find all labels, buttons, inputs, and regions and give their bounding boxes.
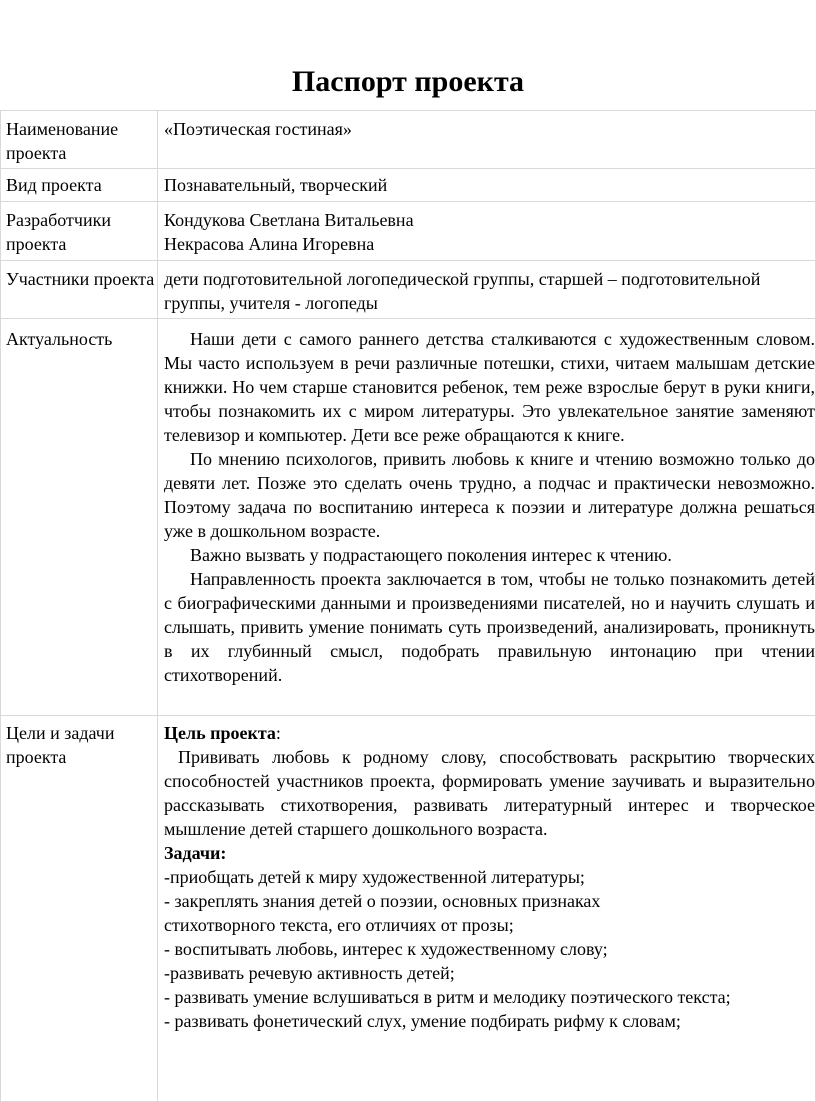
- developer-name: Некрасова Алина Игоревна: [164, 234, 375, 254]
- row-label: Участники проекта: [1, 261, 158, 319]
- table-row-type: [1, 169, 816, 202]
- task-item: -приобщать детей к миру художественной литературы;: [164, 867, 585, 887]
- goal-colon: :: [275, 723, 281, 743]
- row-value: дети подготовительной логопедической группы, старшей – подготовительной группы, учителя - логопеды: [158, 261, 816, 319]
- row-value: [158, 319, 816, 716]
- tasks-heading: Задачи:: [164, 843, 227, 863]
- row-label: Разработчики проекта: [1, 202, 158, 261]
- row-label: Цели и задачи проекта: [1, 716, 158, 1102]
- relevance-paragraph: Важно вызвать у подрастающего поколения интерес к чтению.: [190, 545, 672, 565]
- page-title: Паспорт проекта: [291, 65, 525, 98]
- table-row-developers: [1, 202, 816, 261]
- task-item: - развивать фонетический слух, умение подбирать рифму к словам;: [164, 1011, 681, 1031]
- task-item: - развивать умение вслушиваться в ритм и мелодику поэтического текста;: [164, 987, 731, 1007]
- row-value: «Поэтическая гостиная»: [158, 111, 816, 169]
- table-row-relevance: [1, 319, 816, 716]
- row-label: Актуальность: [1, 319, 158, 716]
- task-item: - закреплять знания детей о поэзии, основных признаках стихотворного текста, его отличиях от прозы;: [164, 891, 601, 935]
- goal-heading: Цель проекта: [164, 723, 276, 743]
- table-row-goals: [1, 716, 816, 1102]
- goal-heading-line: [164, 721, 815, 745]
- row-label: Наименование проекта: [1, 111, 158, 169]
- relevance-paragraph: По мнению психологов, привить любовь к книге и чтению возможно только до девяти лет. Позже это сделать очень трудно, а подчас и практически невозможно. Поэтому задача по воспитанию интереса к поэзии и литературе должна решаться уже в дошкольном возрасте.: [164, 449, 815, 541]
- relevance-paragraph: Направленность проекта заключается в том, чтобы не только познакомить детей с биографическими данными и произведениями писателей, но и научить слушать и слышать, привить умение понимать суть произведений, анализировать, проникнуть в их глубинный смысл, подобрать правильную интонацию при чтении стихотворений.: [164, 569, 815, 685]
- project-passport-table: [0, 110, 816, 1102]
- row-value: Познавательный, творческий: [158, 169, 816, 202]
- task-item: -развивать речевую активность детей;: [164, 963, 455, 983]
- table-row-participants: [1, 261, 816, 319]
- developer-name: Кондукова Светлана Витальевна: [164, 210, 414, 230]
- row-label: Вид проекта: [1, 169, 158, 202]
- row-value: [158, 716, 816, 1102]
- goal-text: Прививать любовь к родному слову, способствовать раскрытию творческих способностей участников проекта, формировать умение заучивать и выразительно рассказывать стихотворения, развивать литературный интерес и творческое мышление детей старшего дошкольного возраста.: [164, 747, 815, 839]
- task-item: - воспитывать любовь, интерес к художественному слову;: [164, 939, 608, 959]
- row-value: [158, 202, 816, 261]
- relevance-paragraph: Наши дети с самого раннего детства сталкиваются с художественным словом. Мы часто используем в речи различные потешки, стихи, читаем малышам детские книжки. Но чем старше становится ребенок, тем реже взрослые берут в руки книги, чтобы познакомить их с миром литературы. Это увлекательное занятие заменяют телевизор и компьютер. Дети все реже обращаются к книге.: [164, 329, 815, 445]
- table-row-name: [1, 111, 816, 169]
